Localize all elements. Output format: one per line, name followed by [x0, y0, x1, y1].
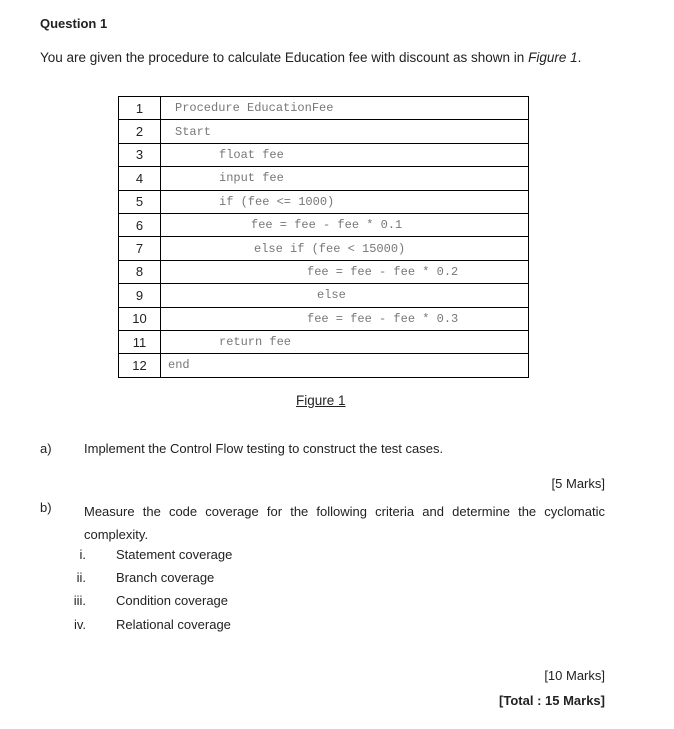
line-number: 3 — [119, 143, 161, 166]
code-row — [119, 237, 529, 260]
part-b-text: Measure the code coverage for the following criteria and determine the cyclomatic complexity. — [84, 504, 605, 542]
part-b-item-text: Relational coverage — [116, 617, 231, 632]
part-b-item-text: Condition coverage — [116, 593, 229, 608]
line-number: 7 — [119, 237, 161, 260]
part-a-marks: [5 Marks] — [551, 476, 605, 491]
part-a-text: Implement the Control Flow testing to construct the test cases. — [84, 441, 444, 456]
intro-text: You are given the procedure to calculate Education fee with discount as shown in — [40, 50, 529, 65]
line-number: 8 — [119, 260, 161, 283]
question-title: Question 1 — [40, 16, 108, 31]
code-row — [119, 167, 529, 190]
code-line: else if (fee < 15000) — [161, 237, 529, 260]
code-line: Start — [161, 120, 529, 143]
part-b-item-number: iv. — [73, 617, 86, 632]
part-b-item-number: iii. — [73, 593, 86, 608]
code-row — [119, 143, 529, 166]
part-b-item-number: i. — [79, 547, 86, 562]
code-line: input fee — [161, 167, 529, 190]
code-line: fee = fee - fee * 0.1 — [161, 213, 529, 236]
code-row — [119, 354, 529, 377]
line-number: 4 — [119, 167, 161, 190]
line-number: 11 — [119, 330, 161, 353]
part-a-label: a) — [40, 441, 52, 456]
code-line: fee = fee - fee * 0.3 — [161, 307, 529, 330]
line-number: 6 — [119, 213, 161, 236]
code-row — [119, 260, 529, 283]
line-number: 1 — [119, 97, 161, 120]
total-marks: [Total : 15 Marks] — [499, 693, 605, 708]
intro-figure-ref: Figure 1 — [528, 50, 578, 65]
code-row — [119, 284, 529, 307]
line-number: 9 — [119, 284, 161, 307]
code-line: end — [161, 354, 529, 377]
code-row — [119, 307, 529, 330]
code-row — [119, 97, 529, 120]
figure-caption: Figure 1 — [296, 393, 346, 408]
code-line: fee = fee - fee * 0.2 — [161, 260, 529, 283]
code-row — [119, 190, 529, 213]
line-number: 12 — [119, 354, 161, 377]
code-line: return fee — [161, 330, 529, 353]
line-number: 2 — [119, 120, 161, 143]
code-row — [119, 213, 529, 236]
code-table — [118, 96, 529, 378]
part-b-item-text: Statement coverage — [116, 547, 233, 562]
code-row — [119, 120, 529, 143]
part-b-item-text: Branch coverage — [116, 570, 215, 585]
part-b-item-number: ii. — [76, 570, 86, 585]
intro-end: . — [577, 50, 582, 65]
part-b-marks: [10 Marks] — [544, 668, 605, 683]
code-line: float fee — [161, 143, 529, 166]
code-line: if (fee <= 1000) — [161, 190, 529, 213]
line-number: 10 — [119, 307, 161, 330]
code-row — [119, 330, 529, 353]
code-line: Procedure EducationFee — [161, 97, 529, 120]
question-intro — [40, 50, 581, 65]
line-number: 5 — [119, 190, 161, 213]
code-line: else — [161, 284, 529, 307]
part-b-label: b) — [40, 500, 52, 515]
